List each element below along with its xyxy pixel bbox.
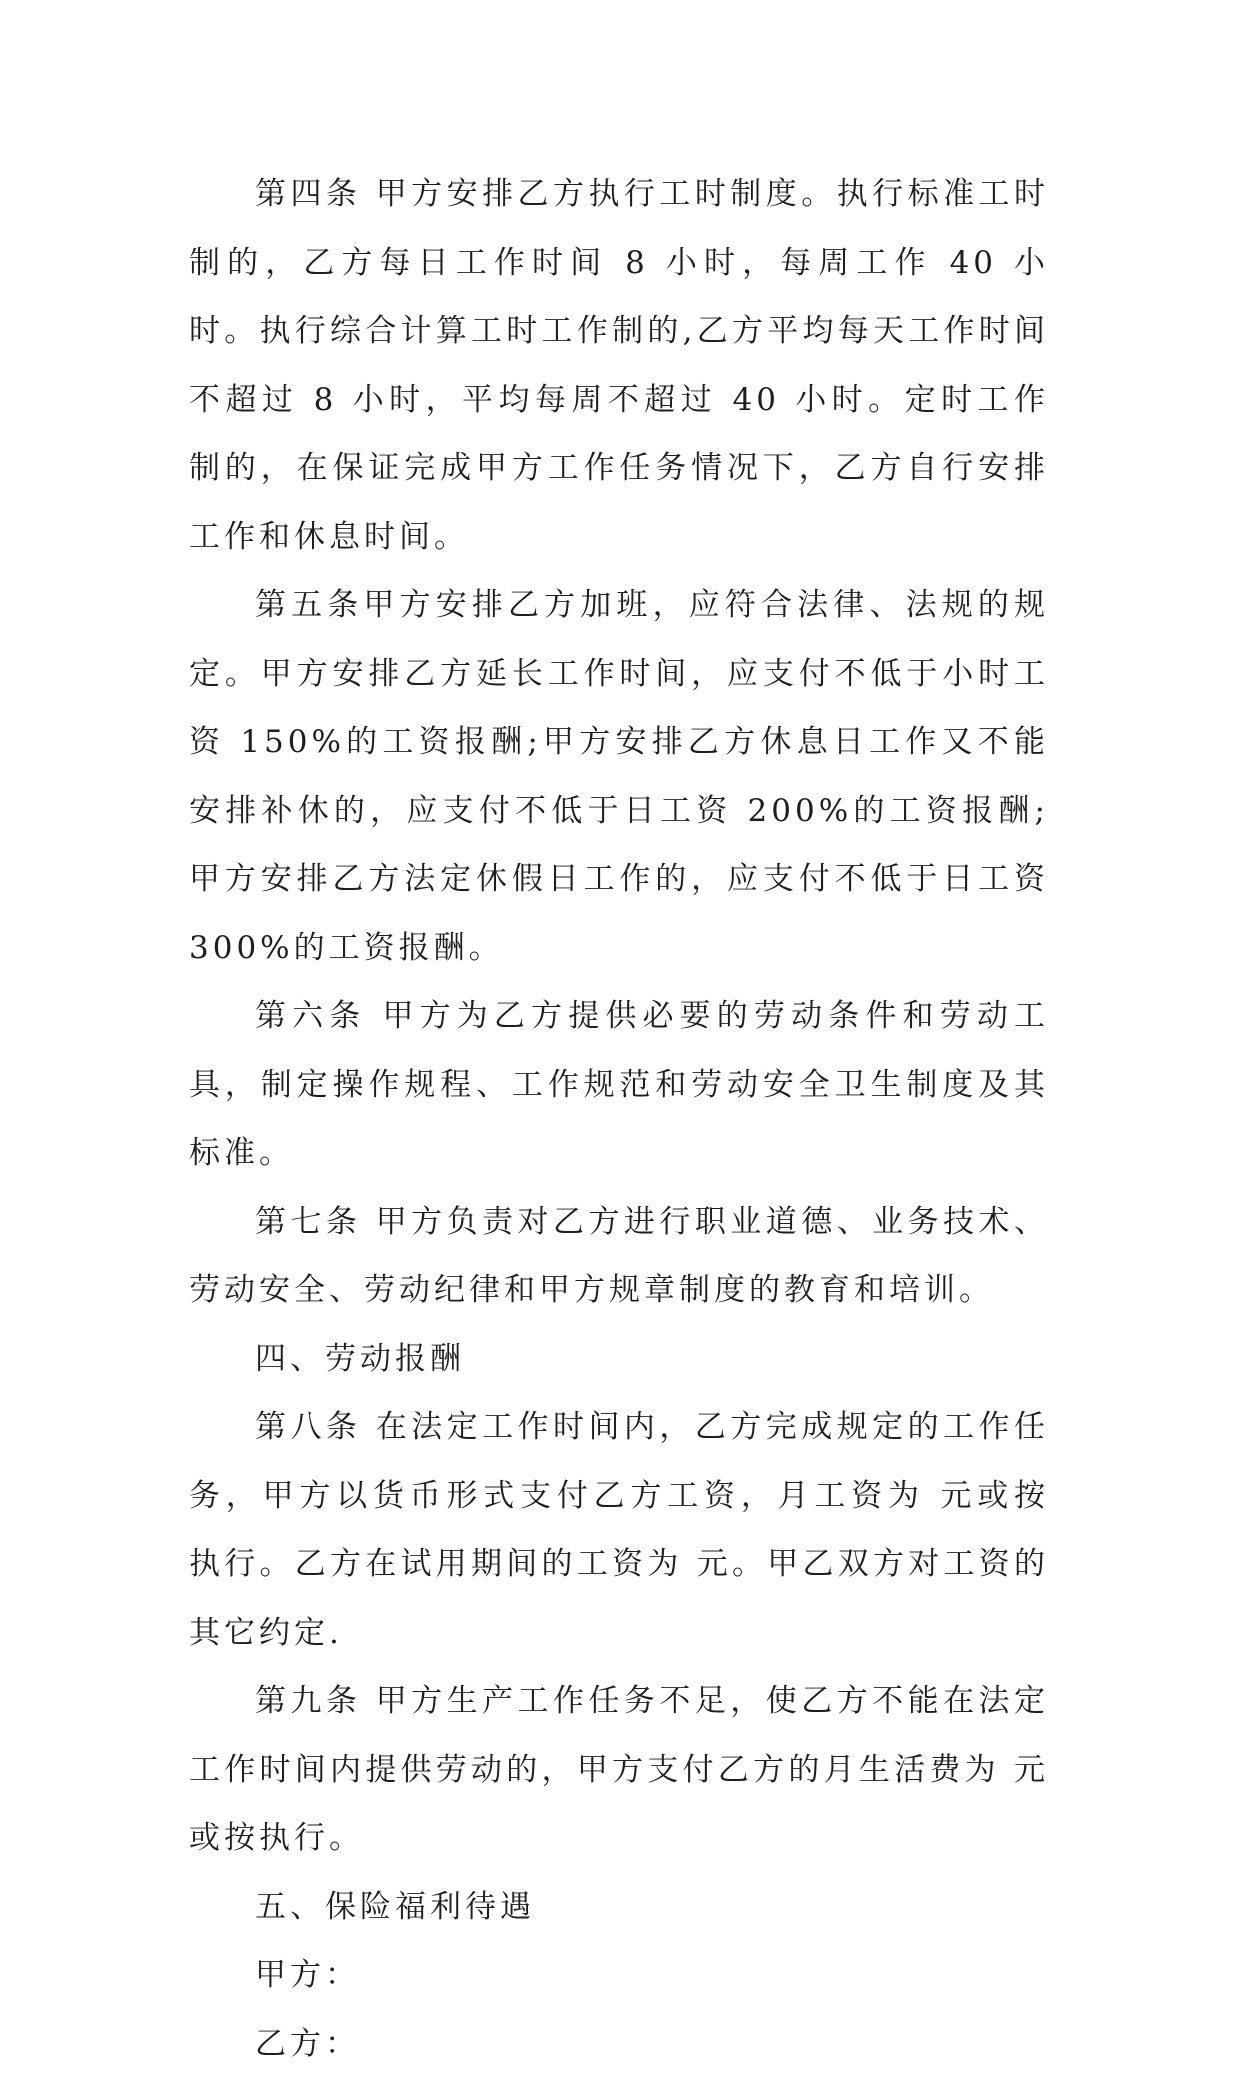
section-heading-insurance-benefits: 五、保险福利待遇	[189, 1873, 1049, 1942]
party-a-label: 甲方：	[189, 1941, 1049, 2010]
section-heading-labor-pay: 四、劳动报酬	[189, 1325, 1049, 1394]
party-b-label: 乙方：	[189, 2010, 1049, 2078]
article-9-paragraph: 第九条 甲方生产工作任务不足，使乙方不能在法定工作时间内提供劳动的，甲方支付乙方的月生活费为 元或按执行。	[189, 1667, 1049, 1873]
article-6-paragraph: 第六条 甲方为乙方提供必要的劳动条件和劳动工具，制定操作规程、工作规范和劳动安全卫生制度及其标准。	[189, 982, 1049, 1188]
article-5-paragraph: 第五条甲方安排乙方加班，应符合法律、法规的规定。甲方安排乙方延长工作时间，应支付不低于小时工资 150%的工资报酬;甲方安排乙方休息日工作又不能安排补休的，应支付不低于日工资 200%的工资报酬;甲方安排乙方法定休假日工作的，应支付不低于日工资 300%的工资报酬。	[189, 571, 1049, 982]
article-8-paragraph: 第八条 在法定工作时间内，乙方完成规定的工作任务，甲方以货币形式支付乙方工资，月工资为 元或按 执行。乙方在试用期间的工资为 元。甲乙双方对工资的其它约定.	[189, 1393, 1049, 1667]
article-7-paragraph: 第七条 甲方负责对乙方进行职业道德、业务技术、劳动安全、劳动纪律和甲方规章制度的教育和培训。	[189, 1188, 1049, 1325]
document-body	[189, 160, 1049, 2078]
article-4-paragraph: 第四条 甲方安排乙方执行工时制度。执行标准工时制的，乙方每日工作时间 8 小时，每周工作 40 小时。执行综合计算工时工作制的,乙方平均每天工作时间不超过 8 小时，平均每周不超过 40 小时。定时工作制的，在保证完成甲方工作任务情况下，乙方自行安排工作和休息时间。	[189, 160, 1049, 571]
